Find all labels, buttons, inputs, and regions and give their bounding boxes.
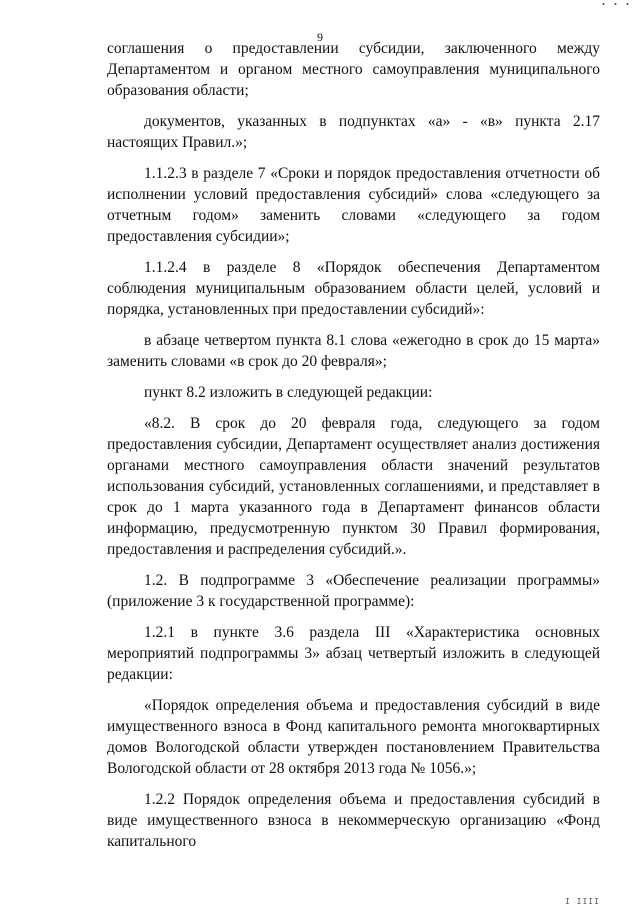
paragraph-procedure-quote: «Порядок определения объема и предоставления субсидий в виде имущественного взноса в Фонд капитального ремонта многоквартирных домов Вологодской области утвержден постановлением Правительства Вологодской области от 28 октября 2013 года № 1056.»; [107, 697, 600, 777]
paragraph-documents: документов, указанных в подпунктах «а» - «в» пункта 2.17 настоящих Правил.»; [107, 113, 600, 151]
scan-corner-mark: ・・・ [598, 0, 634, 11]
paragraph-1-1-2-4: 1.1.2.4 в разделе 8 «Порядок обеспечения Департаментом соблюдения муниципальным образованием области целей, условий и порядка, установленных при предоставлении субсидий»: [107, 259, 600, 318]
paragraph-agreement-continuation: соглашения о предоставлении субсидии, заключенного между Департаментом и органом местного самоуправления муниципального образования области; [107, 40, 600, 99]
document-body [107, 38, 600, 862]
paragraph-1-2-1: 1.2.1 в пункте 3.6 раздела III «Характеристика основных мероприятий подпрограммы 3» абзац четвертый изложить в следующей редакции: [107, 624, 600, 683]
paragraph-8-2-text: «8.2. В срок до 20 февраля года, следующего за годом предоставления субсидии, Департамент осуществляет анализ достижения органами местного самоуправления области значений результатов использования субсидий, установленных соглашениями, и представляет в срок до 1 марта указанного года в Департамент финансов области информацию, предусмотренную пунктом 30 Правил формирования, предоставления и распределения субсидий.». [107, 415, 600, 558]
paragraph-8-1-change: в абзаце четвертом пункта 8.1 слова «ежегодно в срок до 15 марта» заменить словами «в срок до 20 февраля»; [107, 332, 600, 370]
scan-footer-mark: I IIII [565, 897, 600, 906]
paragraph-1-2: 1.2. В подпрограмме 3 «Обеспечение реализации программы» (приложение 3 к государственной программе): [107, 572, 600, 610]
paragraph-8-2-intro: пункт 8.2 изложить в следующей редакции: [144, 384, 433, 401]
page-number: 9 [317, 30, 323, 44]
paragraph-1-2-2: 1.2.2 Порядок определения объема и предоставления субсидий в виде имущественного взноса в некоммерческую организацию «Фонд капитального [107, 791, 600, 850]
paragraph-1-1-2-3: 1.1.2.3 в разделе 7 «Сроки и порядок предоставления отчетности об исполнении условий предоставления субсидий» слова «следующего за отчетным годом» заменить словами «следующего за годом предоставления субсидии»; [107, 165, 600, 245]
